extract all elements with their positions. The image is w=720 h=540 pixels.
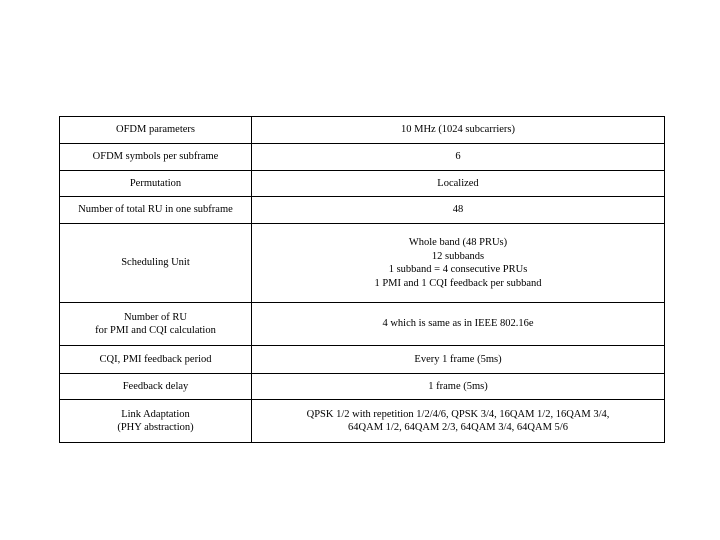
cell-text: Link Adaptation: [121, 408, 190, 420]
table-row: [60, 303, 665, 346]
cell-text: 64QAM 1/2, 64QAM 2/3, 64QAM 3/4, 64QAM 5/6: [348, 422, 568, 433]
cell-text: 1 PMI and 1 CQI feedback per subband: [374, 277, 542, 289]
parameter-cell: [60, 197, 252, 224]
cell-text: Number of RU: [124, 311, 187, 323]
parameter-cell: [60, 171, 252, 197]
cell-text: Every 1 frame (5ms): [414, 353, 502, 365]
cell-text: 12 subbands: [431, 250, 485, 262]
parameters-table: [59, 116, 665, 443]
cell-text: Whole band (48 PRUs): [408, 237, 508, 248]
parameter-cell: [60, 144, 252, 171]
value-cell: [252, 224, 665, 303]
cell-text: Localized: [437, 177, 479, 189]
cell-text: 1 frame (5ms): [428, 380, 488, 392]
parameter-cell: [60, 303, 252, 346]
parameter-cell: [60, 346, 252, 374]
cell-text: for PMI and CQI calculation: [95, 325, 216, 336]
cell-text: CQI, PMI feedback period: [99, 353, 212, 365]
table-row: [60, 374, 665, 400]
value-cell: [252, 144, 665, 171]
value-cell: [252, 374, 665, 400]
cell-text: (PHY abstraction): [117, 422, 194, 433]
cell-text: Feedback delay: [122, 380, 189, 392]
table-row: [60, 224, 665, 303]
table-row: [60, 197, 665, 224]
value-cell: [252, 197, 665, 224]
value-cell: [252, 117, 665, 144]
cell-text: Permutation: [129, 177, 182, 189]
parameter-cell: [60, 117, 252, 144]
cell-text: 4 which is same as in IEEE 802.16e: [382, 318, 534, 330]
parameter-cell: [60, 374, 252, 400]
table-row: [60, 171, 665, 197]
cell-text: 6: [455, 151, 461, 163]
cell-text: QPSK 1/2 with repetition 1/2/4/6, QPSK 3/4, 16QAM 1/2, 16QAM 3/4,: [306, 408, 610, 420]
parameter-cell: [60, 224, 252, 303]
table-row: [60, 144, 665, 171]
cell-text: 48: [452, 204, 464, 216]
cell-text: 1 subband = 4 consecutive PRUs: [388, 264, 528, 275]
value-cell: [252, 346, 665, 374]
value-cell: [252, 171, 665, 197]
cell-text: OFDM parameters: [115, 124, 196, 136]
cell-text: OFDM symbols per subframe: [92, 151, 219, 163]
value-cell: [252, 303, 665, 346]
table-row: [60, 400, 665, 443]
parameter-cell: [60, 400, 252, 443]
cell-text: 10 MHz (1024 subcarriers): [400, 124, 515, 136]
value-cell: [252, 400, 665, 443]
cell-text: Number of total RU in one subframe: [78, 204, 233, 216]
table-row: [60, 117, 665, 144]
cell-text: Scheduling Unit: [121, 257, 190, 269]
table-row: [60, 346, 665, 374]
